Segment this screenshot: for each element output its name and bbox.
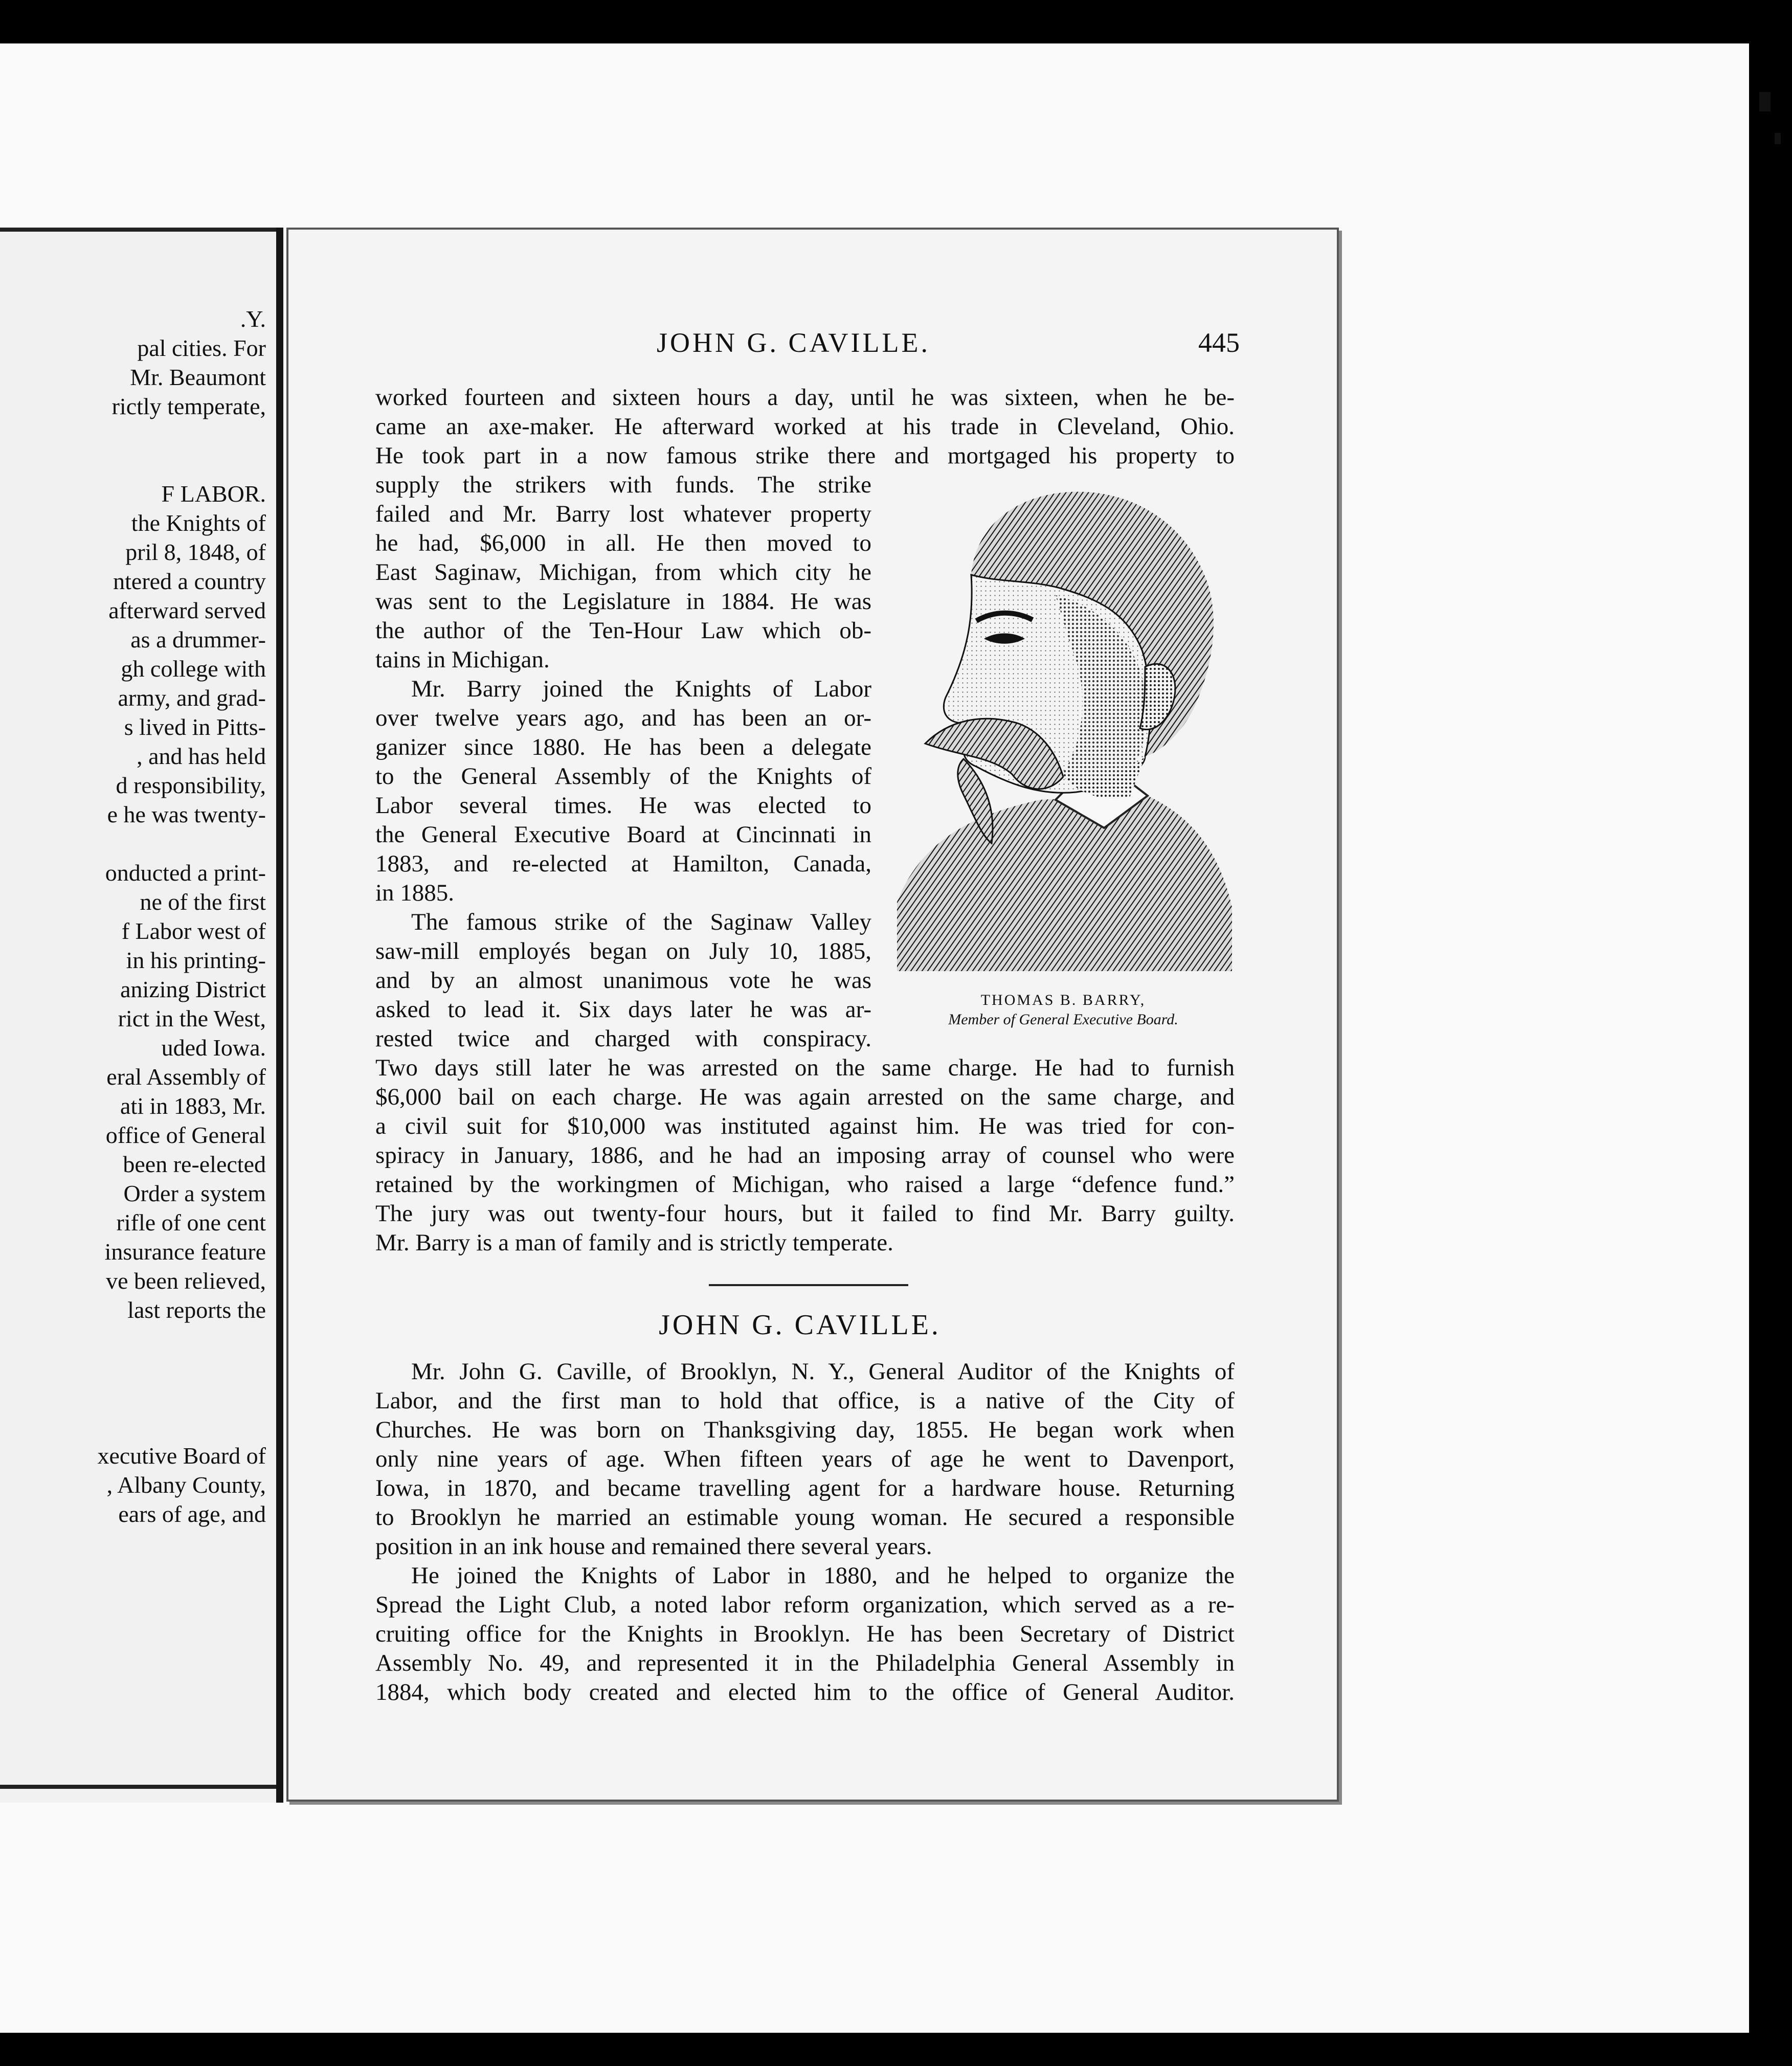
facing-page-line: pal cities. For <box>137 335 266 361</box>
text-line: came an axe-maker. He afterward worked at his trade in Cleveland, Ohio. <box>375 413 1235 440</box>
facing-page-line: insurance feature <box>104 1239 266 1265</box>
facing-page-line: d responsibility, <box>116 772 266 798</box>
facing-page-line: the Knights of <box>131 510 266 536</box>
facing-page-line: e he was twenty- <box>107 801 266 827</box>
text-line: Two days still later he was arrested on the same charge. He had to furnish <box>375 1054 1235 1081</box>
facing-page-line: onducted a print- <box>105 860 266 886</box>
text-line: the General Executive Board at Cincinnati in <box>375 821 871 848</box>
facing-page-line: rifle of one cent <box>116 1209 266 1236</box>
text-line: tains in Michigan. <box>375 646 550 673</box>
text-line: Mr. John G. Caville, of Brooklyn, N. Y., General Auditor of the Knights of <box>411 1358 1235 1385</box>
text-line: in 1885. <box>375 880 455 906</box>
facing-page-line: ati in 1883, Mr. <box>120 1093 266 1119</box>
text-line: over twelve years ago, and has been an or- <box>375 705 871 731</box>
facing-page-line: .Y. <box>240 306 266 332</box>
text-line: was sent to the Legislature in 1884. He was <box>375 588 871 615</box>
facing-page-line: gh college with <box>121 656 266 682</box>
portrait-coat <box>897 795 1232 971</box>
text-line: saw-mill employés began on July 10, 1885, <box>375 938 871 964</box>
facing-page-line: anizing District <box>120 976 266 1002</box>
facing-page-line: been re-elected <box>123 1151 266 1177</box>
text-line: to the General Assembly of the Knights of <box>375 763 871 790</box>
facing-page-line: Order a system <box>123 1180 266 1206</box>
text-line: Spread the Light Club, a noted labor reform organization, which served as a re- <box>375 1591 1235 1618</box>
facing-page-line: Mr. Beaumont <box>130 364 266 390</box>
text-line: The famous strike of the Saginaw Valley <box>411 909 871 935</box>
text-line: ganizer since 1880. He has been a delegate <box>375 734 871 760</box>
text-line: East Saginaw, Michigan, from which city he <box>375 559 871 586</box>
text-line: He took part in a now famous strike there and mortgaged his property to <box>375 442 1235 469</box>
facing-page-line: ve been relieved, <box>106 1268 266 1294</box>
facing-page-line: in his printing- <box>126 947 266 973</box>
facing-page-line: f Labor west of <box>121 918 266 944</box>
facing-page-line: F LABOR. <box>161 481 266 507</box>
text-line: Labor, and the first man to hold that office, is a native of the City of <box>375 1387 1235 1414</box>
facing-page-line: ntered a country <box>113 568 266 594</box>
facing-page-line: last reports the <box>127 1297 266 1323</box>
page-445 <box>286 228 1339 1802</box>
portrait-caption-role: Member of General Executive Board. <box>948 1011 1178 1028</box>
text-line: Labor several times. He was elected to <box>375 792 871 819</box>
page-number: 445 <box>1198 327 1240 358</box>
facing-page-line: office of General <box>105 1122 266 1148</box>
facing-page-line: pril 8, 1848, of <box>125 539 266 565</box>
facing-page-line: rictly temperate, <box>111 393 266 419</box>
scan-edge-mark <box>1759 92 1771 111</box>
text-line: the author of the Ten-Hour Law which ob- <box>375 617 871 644</box>
facing-page-line: ne of the first <box>140 889 266 915</box>
text-line: rested twice and charged with conspiracy. <box>375 1025 871 1052</box>
running-head: JOHN G. CAVILLE. <box>657 327 930 358</box>
text-line: he had, $6,000 in all. He then moved to <box>375 530 871 556</box>
text-line: Iowa, in 1870, and became travelling agent for a hardware house. Returning <box>375 1475 1235 1501</box>
facing-page-line: , Albany County, <box>106 1472 266 1498</box>
text-line: to Brooklyn he married an estimable young woman. He secured a responsible <box>375 1504 1235 1531</box>
facing-page-line: rict in the West, <box>118 1005 266 1031</box>
text-line: supply the strikers with funds. The strike <box>375 471 871 498</box>
text-line: and by an almost unanimous vote he was <box>375 967 871 994</box>
facing-page-line: xecutive Board of <box>97 1443 266 1469</box>
facing-page-line: afterward served <box>108 597 266 623</box>
text-line: cruiting office for the Knights in Brooklyn. He has been Secretary of District <box>375 1621 1235 1647</box>
text-line: failed and Mr. Barry lost whatever property <box>375 501 871 527</box>
scan-edge-mark <box>1775 133 1781 144</box>
text-line: 1883, and re-elected at Hamilton, Canada, <box>375 850 871 877</box>
section-title: JOHN G. CAVILLE. <box>659 1309 941 1341</box>
text-line: Mr. Barry is a man of family and is strictly temperate. <box>375 1229 893 1256</box>
facing-page-line: s lived in Pitts- <box>124 714 266 740</box>
portrait-engraving <box>887 483 1240 974</box>
text-line: 1884, which body created and elected him to the office of General Auditor. <box>375 1679 1235 1705</box>
text-line: position in an ink house and remained there several years. <box>375 1533 932 1560</box>
facing-page-line: uded Iowa. <box>161 1035 266 1061</box>
text-line: $6,000 bail on each charge. He was again arrested on the same charge, and <box>375 1084 1235 1110</box>
facing-page-line: eral Assembly of <box>106 1064 266 1090</box>
text-line: The jury was out twenty-four hours, but it failed to find Mr. Barry guilty. <box>375 1200 1235 1227</box>
facing-page-line: , and has held <box>137 743 266 769</box>
text-line: retained by the workingmen of Michigan, who raised a large “defence fund.” <box>375 1171 1235 1198</box>
facing-page-line: army, and grad- <box>118 685 266 711</box>
facing-page-line: ears of age, and <box>118 1501 266 1527</box>
portrait-caption-name: THOMAS B. BARRY, <box>980 992 1146 1008</box>
section-divider <box>709 1284 908 1286</box>
text-line: Churches. He was born on Thanksgiving day, 1855. He began work when <box>375 1417 1235 1443</box>
text-line: spiracy in January, 1886, and he had an imposing array of counsel who were <box>375 1142 1235 1169</box>
facing-page-fragment <box>0 228 283 1803</box>
text-line: only nine years of age. When fifteen years of age he went to Davenport, <box>375 1446 1235 1472</box>
facing-page-line: as a drummer- <box>130 626 266 653</box>
text-line: Assembly No. 49, and represented it in the Philadelphia General Assembly in <box>375 1650 1235 1676</box>
facing-page-bottom-rule <box>0 1785 283 1789</box>
text-line: He joined the Knights of Labor in 1880, and he helped to organize the <box>411 1562 1235 1589</box>
text-line: a civil suit for $10,000 was instituted against him. He was tried for con- <box>375 1113 1235 1139</box>
text-line: asked to lead it. Six days later he was ar- <box>375 996 871 1023</box>
facing-page-top-rule <box>0 228 276 232</box>
text-line: worked fourteen and sixteen hours a day, until he was sixteen, when he be- <box>375 384 1235 411</box>
text-line: Mr. Barry joined the Knights of Labor <box>411 676 871 702</box>
